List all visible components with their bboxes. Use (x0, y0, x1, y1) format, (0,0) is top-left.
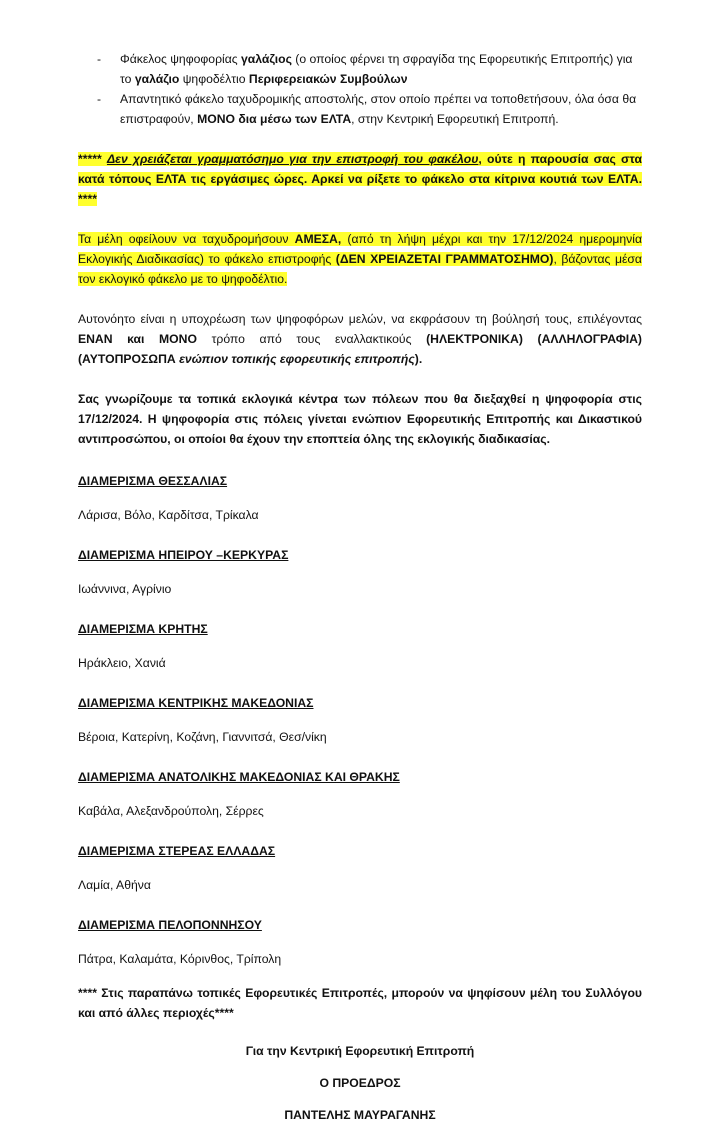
mail-note-bold: (ΔΕΝ ΧΡΕΙΑΖΕΤΑΙ ΓΡΑΜΜΑΤΟΣΗΜΟ) (335, 252, 554, 266)
bullet-bold: Περιφερειακών Συμβούλων (248, 72, 408, 86)
obligation-bold: (ΗΛΕΚΤΡΟΝΙΚΑ) (ΑΛΛΗΛΟΓΡΑΦΙΑ) (ΑΥΤΟΠΡΟΣΩΠΑ (78, 332, 642, 366)
bullet-text: (ο οποίος φέρνει τη σφραγίδα της Εφορευτικής Επιτροπής) για το (120, 52, 633, 86)
signature-role: Ο ΠΡΟΕΔΡΟΣ (319, 1076, 401, 1090)
signature-name: ΠΑΝΤΕΛΗΣ ΜΑΥΡΑΓΑΝΗΣ (284, 1108, 436, 1122)
signature-committee: Για την Κεντρική Εφορευτική Επιτροπή (245, 1044, 475, 1058)
stamp-note-underlined: Δεν χρειάζεται γραμματόσημο για την επιστροφή του φακέλου (106, 152, 479, 166)
region-title: ΔΙΑΜΕΡΙΣΜΑ ΚΡΗΤΗΣ (78, 622, 208, 636)
region-title: ΔΙΑΜΕΡΙΣΜΑ ΘΕΣΣΑΛΙΑΣ (78, 474, 228, 488)
stamp-note (78, 149, 642, 209)
obligation-text: τρόπο από τους εναλλακτικούς (196, 332, 427, 346)
stars: ***** (78, 152, 107, 166)
obligation-bold: ΕΝΑΝ και ΜΟΝΟ (78, 332, 197, 346)
bullet-dash: - (97, 92, 102, 106)
final-note: **** Στις παραπάνω τοπικές Εφορευτικές Επιτροπές, μπορούν να ψηφίσουν μέλη του Συλλόγου και από άλλες περιοχές**** (78, 986, 642, 1020)
region-title: ΔΙΑΜΕΡΙΣΜΑ ΣΤΕΡΕΑΣ ΕΛΛΑΔΑΣ (78, 844, 276, 858)
bullet-text: Φάκελος ψηφοφορίας (120, 52, 242, 66)
region-cities: Ηράκλειο, Χανιά (78, 656, 166, 670)
bullet-bold: γαλάζιος (241, 52, 292, 66)
centers-intro: Σας γνωρίζουμε τα τοπικά εκλογικά κέντρα των πόλεων που θα διεξαχθεί η ψηφοφορία στις 17/12/2024. Η ψηφοφορία στις πόλεις γίνεται ενώπιον Εφορευτικής Επιτροπής και Δικαστικού αντιπροσώπου, οι οποίοι θα έχουν την εποπτεία όλης της εκλογικής διαδικασίας. (78, 392, 642, 446)
document-body (78, 49, 642, 1125)
region-cities: Βέροια, Κατερίνη, Κοζάνη, Γιαννιτσά, Θεσ/νίκη (78, 730, 327, 744)
bullet-reply-envelope (78, 89, 642, 129)
stars: **** (78, 192, 97, 206)
region-cities: Ιωάννινα, Αγρίνιο (78, 582, 172, 596)
mail-note-text: (από τη λήψη μέχρι και την 17/12/2024 ημερομηνία Εκλογικής Διαδικασίας) το φάκελο επιστροφής (78, 232, 642, 266)
obligation-bold: ). (414, 352, 423, 366)
region-title: ΔΙΑΜΕΡΙΣΜΑ ΗΠΕΙΡΟΥ –ΚΕΡΚΥΡΑΣ (78, 548, 289, 562)
bullet-bold: ΜΟΝΟ δια μέσω των ΕΛΤΑ (197, 112, 352, 126)
obligation-paragraph (78, 309, 642, 369)
region-title: ΔΙΑΜΕΡΙΣΜΑ ΚΕΝΤΡΙΚΗΣ ΜΑΚΕΔΟΝΙΑΣ (78, 696, 314, 710)
mail-note-bold: ΑΜΕΣΑ, (294, 232, 342, 246)
mail-note-text: Τα μέλη οφείλουν να ταχυδρομήσουν (78, 232, 295, 246)
mail-note (78, 229, 642, 289)
bullet-text: , στην Κεντρική Εφορευτική Επιτροπή. (351, 112, 559, 126)
bullet-text: Απαντητικό φάκελο ταχυδρομικής αποστολής, στον οποίο πρέπει να τοποθετήσουν, όλα όσα θα επιστραφούν, (120, 92, 637, 126)
bullet-dash: - (97, 52, 102, 66)
obligation-bold-italic: ενώπιον τοπικής εφορευτικής επιτροπής (179, 352, 415, 366)
mail-note-text: , βάζοντας μέσα τον εκλογικό φάκελο με το ψηφοδέλτιο. (78, 252, 642, 286)
bullet-ballot-envelope (78, 49, 642, 89)
mail-note-highlight (78, 232, 642, 286)
bullet-bold: γαλάζιο (134, 72, 180, 86)
region-cities: Λάρισα, Βόλο, Καρδίτσα, Τρίκαλα (78, 508, 259, 522)
bullet-text: ψηφοδέλτιο (179, 72, 249, 86)
region-cities: Πάτρα, Καλαμάτα, Κόρινθος, Τρίπολη (78, 952, 282, 966)
bullet-list (78, 49, 642, 129)
region-cities: Καβάλα, Αλεξανδρούπολη, Σέρρες (78, 804, 264, 818)
region-cities: Λαμία, Αθήνα (78, 878, 151, 892)
stamp-note-highlight (78, 152, 642, 206)
region-list (78, 471, 642, 969)
region-title: ΔΙΑΜΕΡΙΣΜΑ ΑΝΑΤΟΛΙΚΗΣ ΜΑΚΕΔΟΝΙΑΣ ΚΑΙ ΘΡΑΚΗΣ (78, 770, 400, 784)
obligation-text: Αυτονόητο είναι η υποχρέωση των ψηφοφόρων μελών, να εκφράσουν τη βούλησή τους, επιλέγοντας (78, 312, 642, 326)
stamp-note-text: , ούτε η παρουσία σας στα κατά τόπους ΕΛΤΑ τις εργάσιμες ώρες. Αρκεί να ρίξετε το φάκελο στα κίτρινα κουτιά των ΕΛΤΑ. (78, 152, 642, 186)
region-title: ΔΙΑΜΕΡΙΣΜΑ ΠΕΛΟΠΟΝΝΗΣΟΥ (78, 918, 262, 932)
